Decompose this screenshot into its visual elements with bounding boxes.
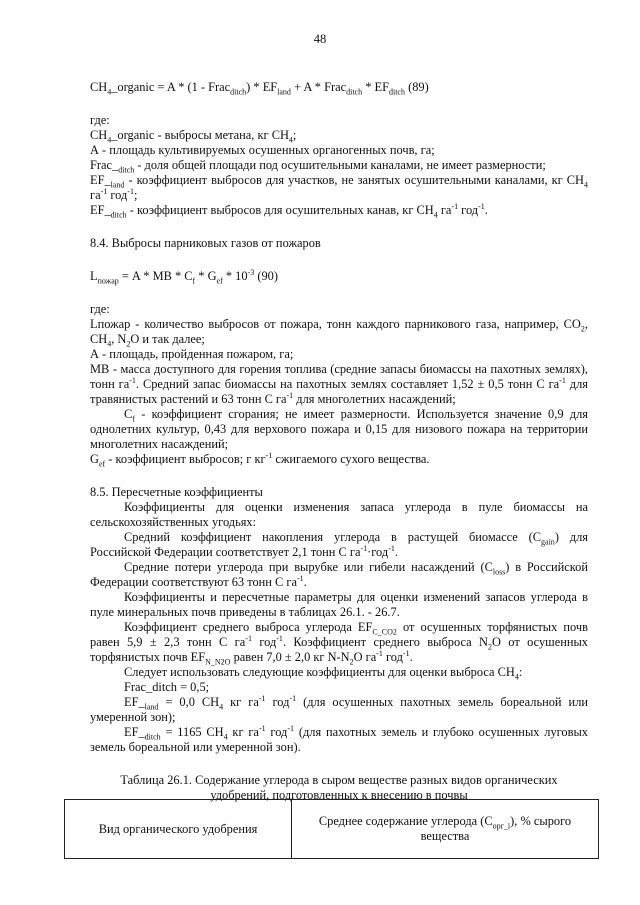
section-heading-8-4: 8.4. Выбросы парниковых газов от пожаров — [90, 236, 321, 250]
header-text: ), % сырого вещества — [420, 814, 572, 843]
table-header-carbon-content — [292, 800, 599, 859]
formula-text: _organic = A * (1 - Frac — [111, 80, 231, 94]
subscript: land — [144, 702, 159, 712]
paragraph-coefficients: Коэффициенты для оценки изменения запаса углерода в пуле биомассы на сельскохозяйственных угодьях: — [90, 500, 588, 529]
def-text: G — [90, 452, 99, 466]
subscript: N_N2O — [205, 657, 231, 667]
para-text: EF_ — [124, 695, 145, 709]
def-text: Lпожар - количество выбросов от пожара, тонн каждого парникового газа, например, CO — [90, 317, 581, 331]
para-text: : — [518, 665, 523, 679]
definition-area-fire: А - площадь, пройденная пожаром, га; — [90, 347, 294, 361]
formula-text: + A * Frac — [290, 80, 347, 94]
para-text: ·год — [367, 545, 389, 559]
formula-text: * EF — [362, 80, 389, 94]
superscript: -1 — [296, 573, 304, 583]
subscript: 2 — [580, 324, 585, 334]
para-text: O от осушенных торфянистых почв EF — [90, 635, 588, 664]
subscript: ditch — [118, 165, 135, 175]
para-text: . — [409, 650, 413, 664]
subscript: f — [192, 276, 196, 286]
subscript: 4 — [433, 210, 438, 220]
para-text: ) для Российской Федерации соответствует 2,1 тонн С га — [90, 530, 588, 559]
para-text: Следует использовать следующие коэффициенты для оценки выброса CH — [124, 665, 515, 679]
definition-gef — [90, 452, 588, 467]
def-text: , CH — [90, 317, 588, 346]
subscript: 4 — [584, 180, 588, 190]
def-text: для травянистых растений и 63 тонн С га — [90, 377, 588, 406]
definition-frac-ditch — [90, 158, 588, 173]
page-number: 48 — [313, 32, 327, 46]
para-text: . — [394, 545, 398, 559]
def-text: - коэффициент выбросов для участков, не занятых осушительными каналами, кг CH — [124, 173, 584, 187]
subscript: 4 — [107, 339, 112, 349]
superscript: -1 — [402, 648, 410, 658]
paragraph-c-gain — [90, 530, 588, 560]
subscript: 2 — [349, 657, 354, 667]
subscript: 2 — [487, 642, 492, 652]
formula-90 — [90, 269, 588, 284]
paragraph-mineral-soils: Коэффициенты и пересчетные параметры для оценки изменений запасов углерода в пуле минеральных почв приведены в таблицах 26.1. - 26.7. — [90, 590, 588, 619]
def-text: . — [484, 203, 488, 217]
subscript: 4 — [107, 135, 112, 145]
para-text: Коэффициент среднего выброса углерода EF — [124, 620, 373, 634]
subscript: 4 — [288, 135, 293, 145]
definition-cf — [90, 407, 588, 452]
def-text: C — [124, 407, 133, 421]
subscript: loss — [492, 567, 506, 577]
para-text: . Коэффициент среднего выброса N — [282, 635, 488, 649]
superscript: -3 — [247, 267, 255, 277]
subscript: ef — [98, 459, 106, 469]
paragraph-ch4-coefficients — [90, 665, 588, 680]
definition-l-fire — [90, 317, 588, 347]
superscript: -1 — [258, 723, 266, 733]
def-text: Frac_ — [90, 158, 119, 172]
formula-89 — [90, 80, 588, 95]
para-text: O га — [353, 650, 377, 664]
definition-mb — [90, 362, 588, 407]
def-text: - доля общей площади под осушительными каналами, не имеет размерности; — [134, 158, 546, 172]
paragraph-peat-emissions — [90, 620, 588, 665]
para-text: от осушенных торфянистых почв равен 5,9 ± 2,3 тонн С га — [90, 620, 588, 649]
def-text: - коэффициент сгорания; не имеет размерности. Используется значение 0,9 для однолетних культур, 0,43 для верхового пожара и 0,15 для низового пожара на территории многолетних насаждений; — [90, 407, 588, 451]
superscript: -1 — [478, 201, 485, 211]
para-text: равен 7,0 ± 2,0 кг N-N — [230, 650, 350, 664]
def-text: ; — [133, 188, 138, 202]
superscript: -1 — [276, 633, 283, 643]
formula-number: (89) — [404, 80, 429, 94]
para-text: год — [382, 650, 403, 664]
def-text: O и так далее; — [130, 332, 205, 346]
para-text: (для пахотных земель и глубоко осушенных луговых земель бореальной или умеренной зон). — [90, 725, 588, 754]
subscript: ditch — [230, 87, 247, 97]
para-text: кг га — [223, 695, 259, 709]
table-caption: Таблица 26.1. Содержание углерода в сыром веществе разных видов органических — [120, 773, 558, 787]
def-text: га — [90, 188, 101, 202]
subscript: ditch — [346, 87, 363, 97]
superscript: -1 — [360, 543, 368, 553]
subscript: ditch — [144, 732, 161, 742]
para-text: Средние потери углерода при вырубке или гибели насаждений (C — [124, 560, 493, 574]
para-text: кг га — [227, 725, 259, 739]
paragraph-ef-ditch-value — [90, 725, 588, 755]
superscript: -1 — [388, 543, 395, 553]
def-text: EF_ — [90, 173, 111, 187]
def-text: - коэффициент выбросов; г кг — [105, 452, 266, 466]
formula-text: = A * MB * C — [118, 269, 193, 283]
subscript: gain — [541, 537, 555, 547]
paragraph-c-loss — [90, 560, 588, 590]
where-label: где: — [90, 302, 110, 316]
superscript: -1 — [286, 390, 294, 400]
superscript: -1 — [265, 450, 273, 460]
superscript: -1 — [451, 201, 459, 211]
def-text: га — [437, 203, 452, 217]
table-caption-line2: удобрений, подготовленных к внесению в почвы — [210, 788, 468, 802]
subscript: 2 — [126, 339, 131, 349]
subscript: land — [277, 87, 291, 97]
definition-ch4-organic — [90, 128, 588, 143]
subscript: C_CO2 — [372, 627, 397, 637]
superscript: -1 — [559, 375, 566, 385]
para-text: ) в Российской Федерации соответствуют 63 тонн С га — [90, 560, 588, 589]
subscript: пожар — [97, 276, 119, 286]
superscript: -1 — [129, 375, 136, 385]
superscript: -1 — [376, 648, 383, 658]
subscript: 4 — [514, 672, 519, 682]
formula-text: * 10 — [222, 269, 248, 283]
header-text: Среднее содержание углерода (C — [318, 814, 493, 828]
formula-number: (90) — [254, 269, 278, 283]
para-text: = 0,0 CH — [158, 695, 220, 709]
def-text: , N — [111, 332, 127, 346]
subscript: land — [110, 180, 125, 190]
subscript: 4 — [107, 87, 112, 97]
def-text: для многолетних насаждений; — [293, 392, 456, 406]
table-header-fertilizer-type: Вид органического удобрения — [65, 800, 292, 859]
para-text: год — [251, 635, 277, 649]
subscript: ditch — [388, 87, 405, 97]
superscript: -1 — [258, 693, 266, 703]
definition-area: А - площадь культивируемых осушенных органогенных почв, га; — [90, 143, 435, 157]
definition-ef-land — [90, 173, 588, 203]
formula-text: ) * EF — [246, 80, 278, 94]
paragraph-frac-ditch-value: Frac_ditch = 0,5; — [124, 680, 210, 694]
table-26-1 — [64, 799, 599, 859]
def-text: EF_ — [90, 203, 111, 217]
def-text: _organic - выбросы метана, кг CH — [111, 128, 289, 142]
superscript: -1 — [289, 693, 297, 703]
def-text: - коэффициент выбросов для осушительных канав, кг CH — [126, 203, 434, 217]
superscript: -1 — [127, 186, 134, 196]
def-text: год — [458, 203, 479, 217]
para-text: год — [265, 725, 288, 739]
formula-text: CH — [90, 80, 108, 94]
subscript: орг_i — [492, 821, 511, 831]
subscript: f — [132, 414, 135, 424]
page-body — [90, 80, 588, 803]
formula-text: L — [90, 269, 98, 283]
subscript: ef — [216, 276, 223, 286]
paragraph-ef-land-value — [90, 695, 588, 725]
formula-text: * G — [195, 269, 217, 283]
superscript: -1 — [245, 633, 252, 643]
subscript: ditch — [110, 210, 127, 220]
superscript: -1 — [287, 723, 295, 733]
para-text: Средний коэффициент накопления углерода в растущей биомассе (C — [124, 530, 542, 544]
def-text: . Средний запас биомассы на пахотных землях составляет 1,52 ± 0,5 тонн С га — [135, 377, 560, 391]
def-text: ; — [292, 128, 297, 142]
definition-ef-ditch — [90, 203, 588, 218]
para-text: EF_ — [124, 725, 145, 739]
superscript: -1 — [100, 186, 108, 196]
para-text: = 1165 CH — [160, 725, 224, 739]
table-header-row — [65, 800, 599, 859]
def-text: CH — [90, 128, 108, 142]
section-heading-8-5: 8.5. Пересчетные коэффициенты — [90, 485, 263, 499]
def-text: МВ - масса доступного для горения топлива (средние запасы биомассы на пахотных землях), тонн га — [90, 362, 588, 391]
where-label: где: — [90, 113, 110, 127]
def-text: сжигаемого сухого вещества. — [272, 452, 430, 466]
para-text: год — [265, 695, 290, 709]
subscript: 4 — [219, 702, 224, 712]
subscript: 4 — [223, 732, 228, 742]
para-text: (для осушенных пахотных земель бореальной или умеренной зон); — [90, 695, 589, 724]
def-text: год — [107, 188, 128, 202]
para-text: . — [303, 575, 307, 589]
